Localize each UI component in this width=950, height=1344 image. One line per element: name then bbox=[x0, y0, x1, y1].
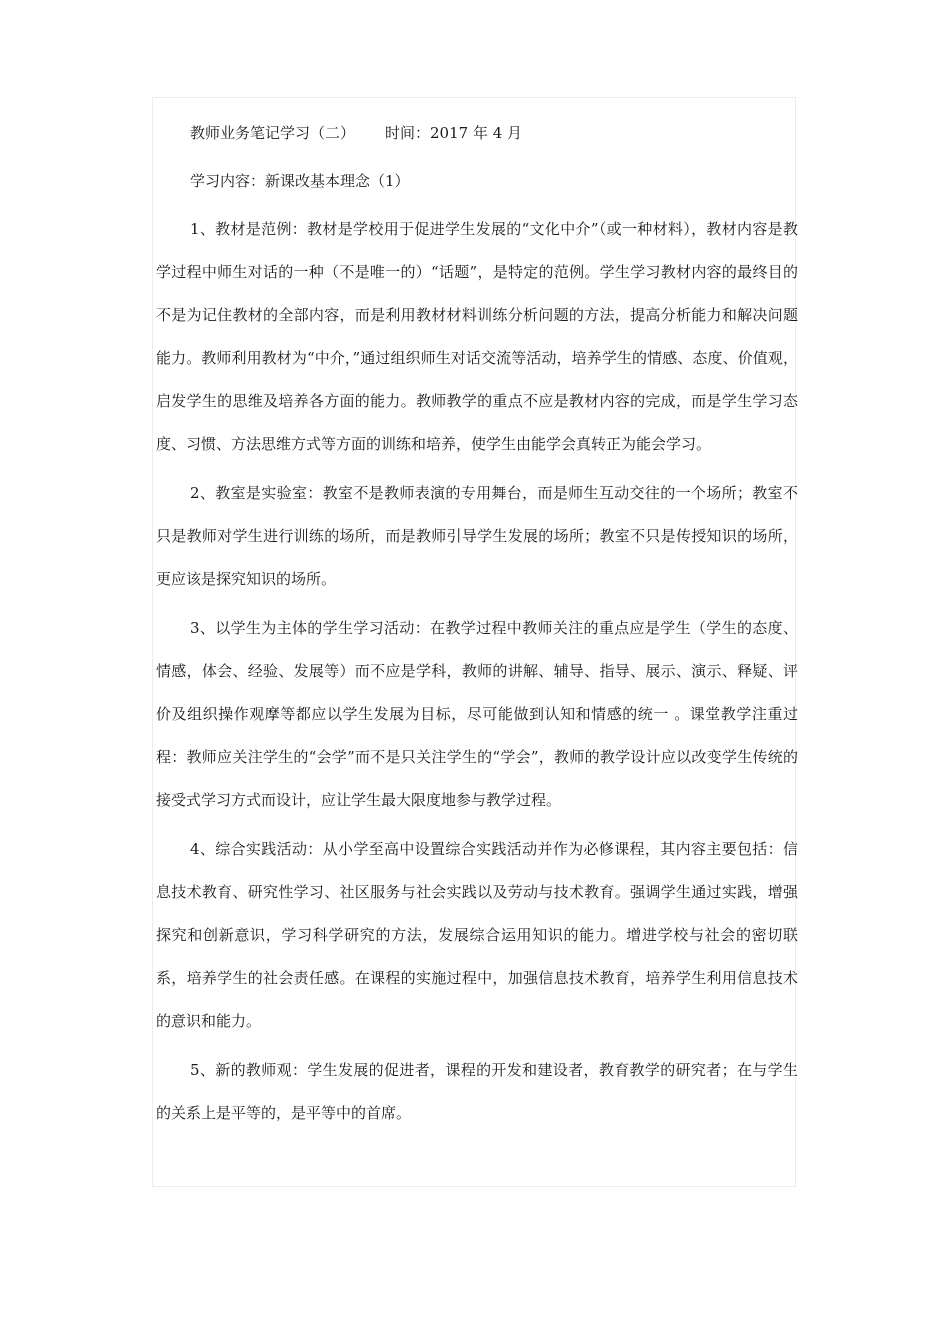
paragraph-3: 3、以学生为主体的学生学习活动：在教学过程中教师关注的重点应是学生（学生的态度、情感，体会、经验、发展等）而不应是学科，教师的讲解、辅导、指导、展示、演示、释疑、评价及组织操作观摩等都应以学生发展为目标，尽可能做到认知和情感的统一 。课堂教学注重过程：教师应关注学生的“会学”而不是只关注学生的“学会”，教师的教学设计应以改变学生传统的接受式学习方式而设计，应让学生最大限度地参与教学过程。 bbox=[156, 619, 798, 809]
paragraph-5: 5、新的教师观：学生发展的促进者，课程的开发和建设者，教育教学的研究者；在与学生的关系上是平等的，是平等中的首席。 bbox=[156, 1061, 798, 1122]
paragraph-4: 4、综合实践活动：从小学至高中设置综合实践活动并作为必修课程，其内容主要包括：信息技术教育、研究性学习、社区服务与社会实践以及劳动与技术教育。强调学生通过实践，增强探究和创新意识，学习科学研究的方法，发展综合运用知识的能力。增进学校与社会的密切联系，培养学生的社会责任感。在课程的实施过程中，加强信息技术教育，培养学生利用信息技术的意识和能力。 bbox=[156, 840, 798, 1030]
paragraph-1: 1、教材是范例：教材是学校用于促进学生发展的“文化中介”（或一种材料），教材内容是教学过程中师生对话的一种（不是唯一的）“话题”，是特定的范例。学生学习教材内容的最终目的不是为记住教材的全部内容，而是利用教材材料训练分析问题的方法，提高分析能力和解决问题能力。教师利用教材为“中介，”通过组织师生对话交流等活动，培养学生的情感、态度、价值观，启发学生的思维及培养各方面的能力。教师教学的重点不应是教材内容的完成，而是学生学习态度、习惯、方法思维方式等方面的训练和培养，使学生由能学会真转正为能会学习。 bbox=[156, 220, 798, 453]
document-content bbox=[156, 112, 798, 1135]
study-content-line: 学习内容：新课改基本理念（1） bbox=[190, 172, 410, 190]
document-time: 时间：2017 年 4 月 bbox=[385, 124, 523, 142]
document-header bbox=[156, 112, 798, 154]
document-title: 教师业务笔记学习（二） bbox=[190, 124, 356, 142]
paragraph-2: 2、教室是实验室：教室不是教师表演的专用舞台，而是师生互动交往的一个场所；教室不只是教师对学生进行训练的场所，而是教师引导学生发展的场所；教室不只是传授知识的场所，更应该是探究知识的场所。 bbox=[156, 484, 798, 588]
